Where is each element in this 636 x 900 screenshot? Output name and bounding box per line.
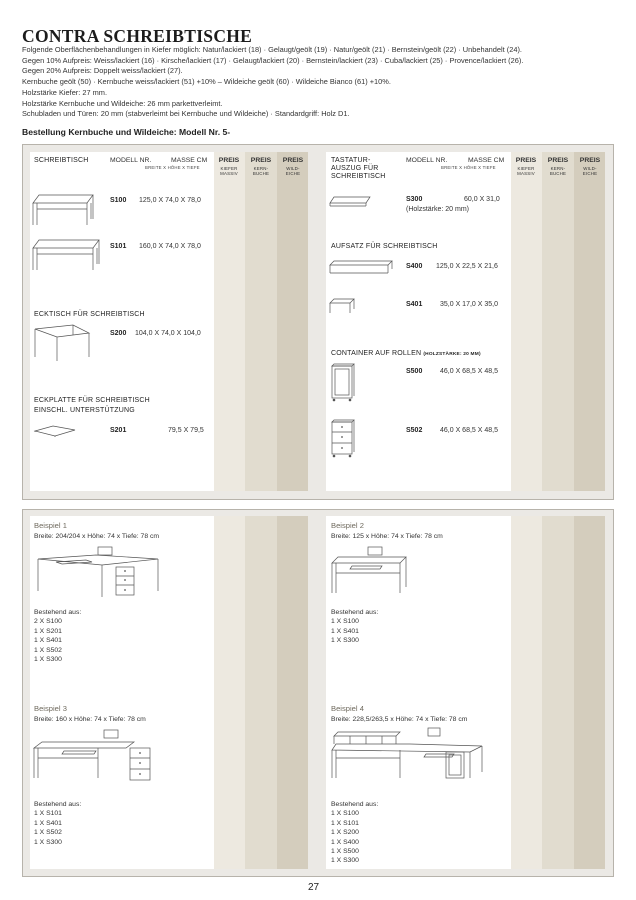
model-code: S401	[406, 301, 423, 308]
intro-line: Holzstärke Kiefer: 27 mm.	[22, 87, 108, 97]
example-column-a	[214, 516, 245, 869]
col-size-subheader: BREITE X HÖHE X TIEFE	[145, 165, 200, 170]
col-size-subheader: BREITE X HÖHE X TIEFE	[441, 165, 496, 170]
example-column-a	[511, 516, 542, 869]
col-size-header: MASSE CM	[171, 157, 208, 164]
model-dims: 46,0 X 68,5 X 48,5	[440, 368, 498, 375]
example-size: Breite: 160 x Höhe: 74 x Tiefe: 78 cm	[34, 716, 146, 723]
example-column-b	[542, 516, 574, 869]
example-parts	[34, 608, 81, 664]
price-column-kernbuche	[542, 152, 574, 491]
example-title: Beispiel 4	[331, 704, 364, 713]
price-column-wildeiche	[574, 152, 605, 491]
example-3-image	[34, 728, 152, 784]
section-tastatur-line2: AUSZUG FÜR	[331, 165, 379, 172]
intro-line: Gegen 10% Aufpreis: Weiss/lackiert (16) · Kirsche/lackiert (17) · Gelaugt/lackiert (20) · Bernstein/lackiert (23) · Cuba/lackiert (25) · Provence/lackiert (26).	[22, 55, 524, 65]
price-column-kiefer	[214, 152, 245, 491]
example-column-c	[277, 516, 308, 869]
model-dims: 125,0 X 22,5 X 21,6	[436, 263, 498, 270]
model-dims: 46,0 X 68,5 X 48,5	[440, 427, 498, 434]
example-1-image	[36, 545, 160, 601]
example-part: 1 X S401	[331, 627, 359, 635]
intro-line: Gegen 20% Aufpreis: Doppelt weiss/lackiert (27).	[22, 66, 183, 76]
example-part: 1 X S300	[331, 857, 359, 865]
intro-line: Folgende Oberflächenbehandlungen in Kiefer möglich: Natur/lackiert (18) · Gelaugt/geölt (19) · Natur/geölt (21) · Bernstein/geölt (22) · Unbehandelt (24).	[22, 45, 522, 54]
intro-line: Holzstärke Kernbuche und Wildeiche: 26 mm parkettverleimt.	[22, 98, 223, 108]
hutch-s401-image	[330, 297, 356, 315]
section-tastatur: TASTATUR-	[331, 157, 371, 164]
example-part: 1 X S502	[34, 646, 62, 654]
corner-desk-s200-image	[33, 323, 91, 363]
section-tastatur-line3: SCHREIBTISCH	[331, 173, 386, 180]
example-title: Beispiel 3	[34, 704, 67, 713]
col-model-header: MODELL NR.	[406, 157, 448, 164]
example-part: 1 X S502	[34, 829, 62, 837]
example-part: 2 X S100	[34, 618, 62, 626]
example-size: Breite: 125 x Höhe: 74 x Tiefe: 78 cm	[331, 533, 443, 540]
example-part: 1 X S500	[331, 848, 359, 856]
hutch-s400-image	[330, 259, 394, 275]
price-column-kernbuche	[245, 152, 277, 491]
desk-s100-image	[33, 193, 95, 227]
model-code: S500	[406, 368, 423, 375]
example-column-c	[574, 516, 605, 869]
example-part: 1 X S401	[34, 637, 62, 645]
intro-text	[22, 45, 622, 120]
container-s502-image	[330, 418, 356, 458]
example-part: 1 X S400	[331, 838, 359, 846]
price-header-kernbuche: PREIS KERN- BUCHE	[250, 157, 272, 176]
example-size: Breite: 228,5/263,5 x Höhe: 74 x Tiefe: 78 cm	[331, 716, 468, 723]
page-title: CONTRA SCHREIBTISCHE	[22, 26, 253, 46]
example-part: 1 X S100	[331, 810, 359, 818]
example-parts	[34, 800, 81, 847]
desk-s101-image	[33, 238, 99, 272]
example-part: 1 X S300	[34, 656, 62, 664]
model-code: S100	[110, 197, 127, 204]
corner-plate-s201-image	[33, 424, 77, 438]
example-parts	[331, 608, 378, 646]
model-code: S201	[110, 427, 127, 434]
model-code: S101	[110, 243, 127, 250]
example-consists-label: Bestehend aus:	[34, 801, 82, 808]
example-size: Breite: 204/204 x Höhe: 74 x Tiefe: 78 cm	[34, 533, 160, 540]
example-consists-label: Bestehend aus:	[34, 609, 82, 616]
col-model-header: MODELL NR.	[110, 157, 152, 164]
model-dims: 125,0 X 74,0 X 78,0	[139, 197, 201, 204]
model-code: S400	[406, 263, 423, 270]
section-aufsatz: AUFSATZ FÜR SCHREIBTISCH	[331, 243, 438, 250]
model-dims: 104,0 X 74,0 X 104,0	[135, 330, 201, 337]
example-consists-label: Bestehend aus:	[331, 609, 379, 616]
model-dims: 35,0 X 17,0 X 35,0	[440, 301, 498, 308]
section-schreibtisch: SCHREIBTISCH	[34, 157, 89, 164]
example-column-b	[245, 516, 277, 869]
price-header-wildeiche: PREIS WILD- EICHE	[282, 157, 304, 176]
container-s500-image	[330, 362, 356, 402]
price-header-kiefer: PREIS KIEFER MASSIV	[218, 157, 240, 176]
model-code: S300	[406, 196, 423, 203]
section-eckplatte: ECKPLATTE FÜR SCHREIBTISCH	[34, 397, 150, 404]
example-part: 1 X S200	[331, 829, 359, 837]
example-title: Beispiel 1	[34, 521, 67, 530]
example-part: 1 X S201	[34, 627, 62, 635]
intro-line: Schubladen und Türen: 20 mm (stabverleimt bei Kernbuche und Wildeiche) · Standardgriff: Holz D1.	[22, 109, 350, 119]
price-header-kiefer: PREIS KIEFER MASSIV	[515, 157, 537, 176]
model-note: (Holzstärke: 20 mm)	[406, 206, 470, 213]
model-dims: 60,0 X 31,0	[464, 196, 500, 203]
example-2-image	[332, 545, 408, 597]
price-column-kiefer	[511, 152, 542, 491]
example-parts	[331, 800, 378, 866]
section-ecktisch: ECKTISCH FÜR SCHREIBTISCH	[34, 311, 145, 318]
example-part: 1 X S300	[331, 637, 359, 645]
col-size-header: MASSE CM	[468, 157, 505, 164]
example-part: 1 X S100	[331, 618, 359, 626]
price-header-wildeiche: PREIS WILD- EICHE	[579, 157, 601, 176]
model-dims: 79,5 X 79,5	[168, 427, 204, 434]
example-part: 1 X S401	[34, 819, 62, 827]
example-part: 1 X S101	[34, 810, 62, 818]
example-part: 1 X S300	[34, 838, 62, 846]
section-eckplatte-line2: EINSCHL. UNTERSTÜTZUNG	[34, 407, 135, 414]
example-part: 1 X S101	[331, 819, 359, 827]
model-dims: 160,0 X 74,0 X 78,0	[139, 243, 201, 250]
order-subtitle: Bestellung Kernbuche und Wildeiche: Modell Nr. 5-	[22, 127, 231, 137]
model-code: S502	[406, 427, 423, 434]
price-header-kernbuche: PREIS KERN- BUCHE	[547, 157, 569, 176]
example-consists-label: Bestehend aus:	[331, 801, 379, 808]
page-number: 27	[308, 882, 320, 893]
model-code: S200	[110, 330, 127, 337]
section-container: CONTAINER AUF ROLLEN (HOLZSTÄRKE: 20 MM)	[331, 350, 481, 357]
example-4-image	[330, 726, 486, 782]
example-title: Beispiel 2	[331, 521, 364, 530]
keyboard-tray-s300-image	[330, 194, 372, 208]
price-column-wildeiche	[277, 152, 308, 491]
intro-line: Kernbuche geölt (50) · Kernbuche weiss/lackiert (51) +10% – Wildeiche geölt (60) · Wildeiche Bianco (61) +10%.	[22, 77, 391, 87]
